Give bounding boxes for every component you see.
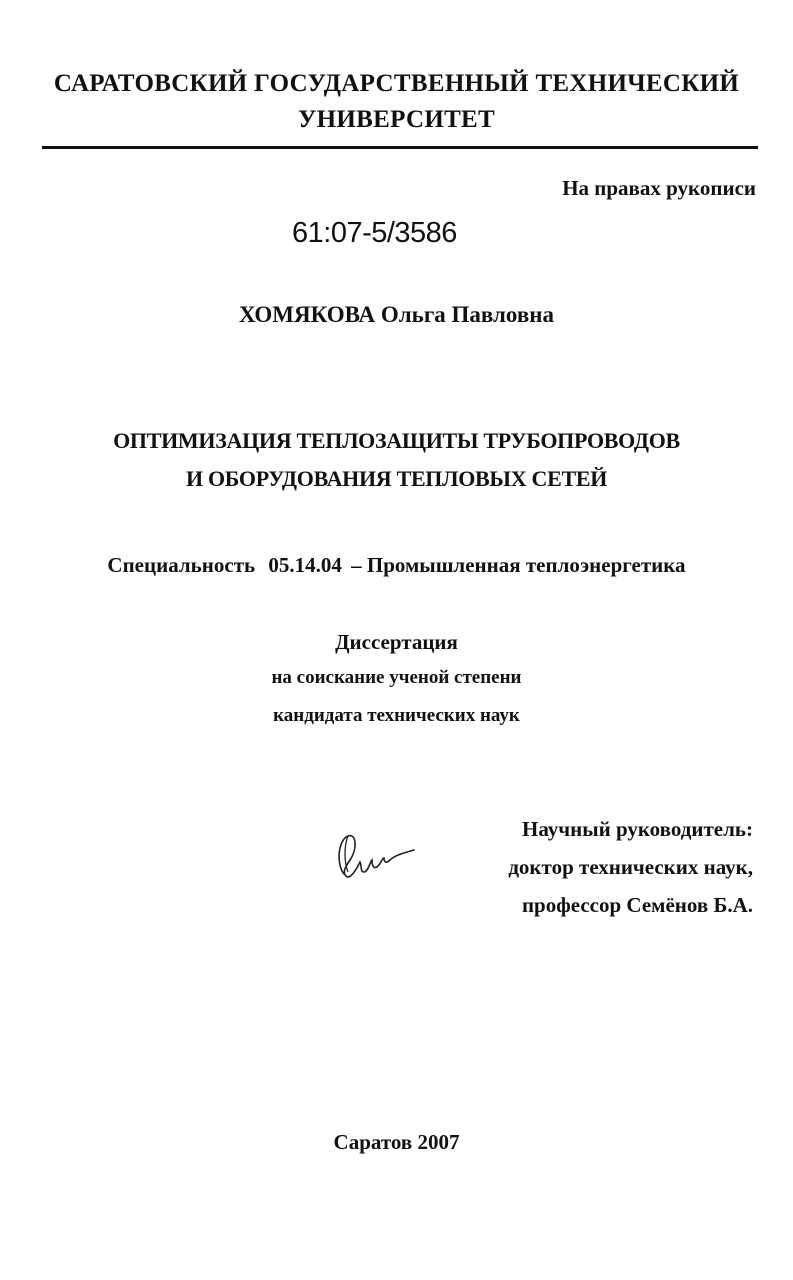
university-name-line1: САРАТОВСКИЙ ГОСУДАРСТВЕННЫЙ ТЕХНИЧЕСКИЙ <box>53 70 740 97</box>
university-name-line2: УНИВЕРСИТЕТ <box>298 106 495 133</box>
thesis-title-line2: И ОБОРУДОВАНИЯ ТЕПЛОВЫХ СЕТЕЙ <box>185 466 608 491</box>
dissertation-label: Диссертация <box>335 630 458 654</box>
thesis-title-line1: ОПТИМИЗАЦИЯ ТЕПЛОЗАЩИТЫ ТРУБОПРОВОДОВ <box>113 428 680 453</box>
specialty-code: 05.14.04 <box>268 553 342 577</box>
degree-line1: на соискание ученой степени <box>271 667 522 688</box>
author-name: ХОМЯКОВА Ольга Павловна <box>238 302 555 327</box>
city-year: Саратов 2007 <box>333 1130 460 1154</box>
signature-icon <box>330 826 420 886</box>
rights-note: На правах рукописи <box>562 176 756 200</box>
header-divider <box>42 146 758 149</box>
degree-line2: кандидата технических наук <box>273 705 520 726</box>
specialty-label: Специальность <box>107 553 256 577</box>
specialty <box>0 553 793 578</box>
specialty-name: – Промышленная теплоэнергетика <box>351 553 686 577</box>
supervisor-name: профессор Семёнов Б.А. <box>521 893 753 917</box>
supervisor-degree: доктор технических наук, <box>508 855 753 879</box>
catalog-code: 61:07-5/3586 <box>292 217 457 249</box>
supervisor-label: Научный руководитель: <box>522 817 753 841</box>
